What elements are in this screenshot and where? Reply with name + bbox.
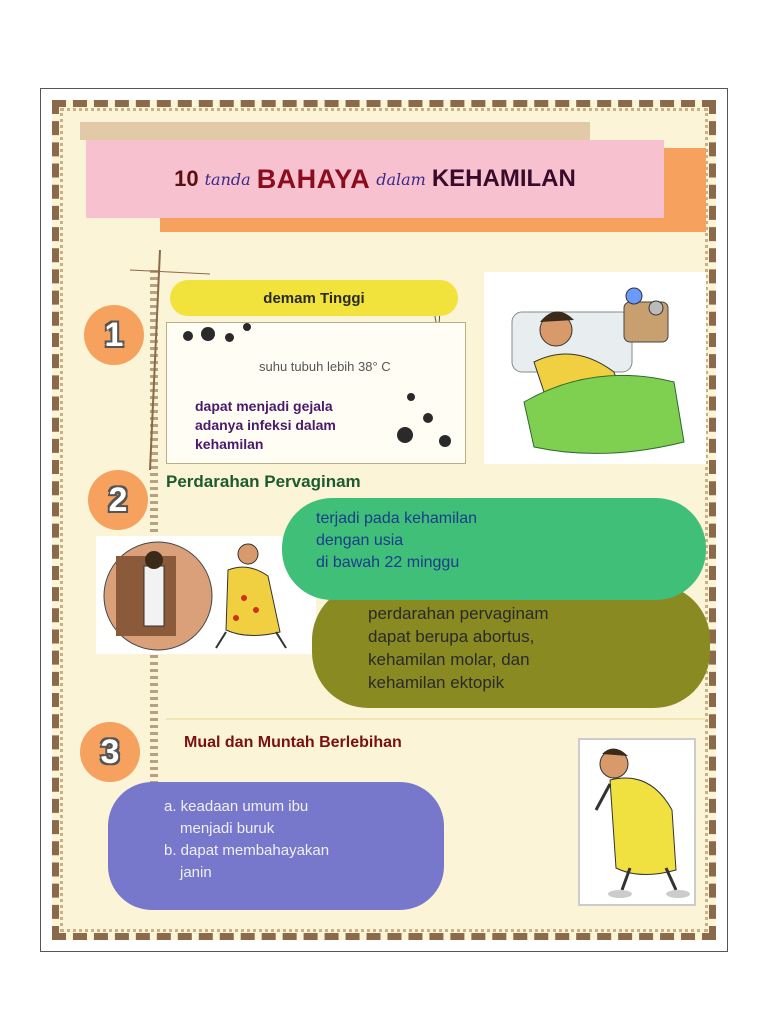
- section-2-green-info-pill: [282, 498, 706, 600]
- section-3-blue-line: b. dapat membahayakan: [164, 842, 330, 859]
- section-1-desc-line: kehamilan: [195, 436, 264, 452]
- decorative-dot: [201, 327, 215, 341]
- page-title: [86, 140, 664, 218]
- decorative-dot: [407, 393, 415, 401]
- title-back-strip: [80, 122, 590, 140]
- section-2-number: 2: [108, 480, 128, 519]
- title-number: 10: [174, 166, 199, 191]
- decorative-dot: [423, 413, 433, 423]
- section-2-green-line: di bawah 22 minggu: [316, 554, 460, 571]
- decorative-dot: [183, 331, 193, 341]
- section-2-olive-line: kehamilan molar, dan: [368, 650, 530, 669]
- title-word-tanda: tanda: [204, 169, 251, 189]
- section-1-heading-pill: [170, 280, 458, 316]
- title-word-dalam: dalam: [376, 169, 426, 189]
- title-word-bahaya: BAHAYA: [256, 163, 371, 194]
- decorative-dot: [397, 427, 413, 443]
- decorative-dot: [243, 323, 251, 331]
- section-2-olive-line: dapat berupa abortus,: [368, 627, 535, 646]
- section-3-blue-line: menjadi buruk: [180, 820, 275, 837]
- section-2-olive-info-pill: [312, 584, 710, 708]
- section-1-heading: demam Tinggi: [263, 289, 365, 307]
- section-1-temperature-text: suhu tubuh lebih 38° C: [259, 359, 391, 374]
- title-word-kehamilan: KEHAMILAN: [431, 165, 576, 192]
- section-1-info-box: [166, 322, 466, 464]
- section-3-blue-info-pill: [108, 782, 444, 910]
- section-2-olive-line: perdarahan pervaginam: [368, 604, 549, 623]
- section-1-description: [195, 397, 336, 454]
- section-3-number: 3: [100, 732, 120, 771]
- illustration-nauseous-pregnant-woman: [578, 738, 696, 906]
- section-2-green-line: terjadi pada kehamilan: [316, 510, 477, 527]
- decorative-dot: [225, 333, 234, 342]
- section-3-heading: Mual dan Muntah Berlebihan: [184, 734, 402, 751]
- section-divider: [166, 718, 706, 720]
- section-1-desc-line: dapat menjadi gejala: [195, 398, 333, 414]
- decorative-dot: [439, 435, 451, 447]
- section-1-number-badge: [84, 305, 144, 365]
- section-3-blue-line: janin: [180, 864, 212, 881]
- section-2-olive-line: kehamilan ektopik: [368, 673, 505, 692]
- section-2-green-line: dengan usia: [316, 532, 404, 549]
- section-2-heading: Perdarahan Pervaginam: [166, 472, 361, 491]
- section-3-number-badge: [80, 722, 140, 782]
- section-3-blue-line: a. keadaan umum ibu: [164, 798, 309, 815]
- section-1-number: 1: [104, 315, 124, 354]
- section-2-number-badge: [88, 470, 148, 530]
- illustration-woman-fever-in-bed: [484, 272, 706, 464]
- section-1-desc-line: adanya infeksi dalam: [195, 417, 336, 433]
